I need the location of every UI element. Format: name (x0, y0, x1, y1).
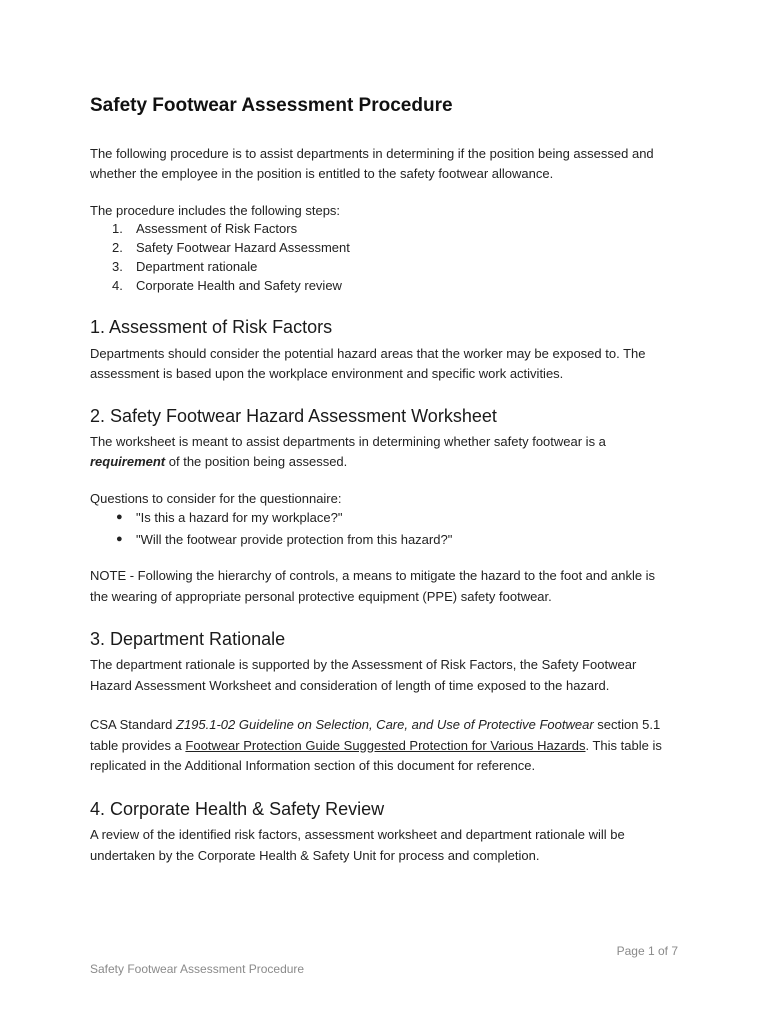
list-item: ● "Will the footwear provide protection from this hazard?" (90, 529, 590, 551)
section4-body: A review of the identified risk factors, assessment worksheet and department rationale will be undertaken by the Corporate Health & Safety Unit for process and completion. (90, 827, 625, 863)
footer-title: Safety Footwear Assessment Procedure (90, 962, 305, 976)
page-title: Safety Footwear Assessment Procedure (90, 95, 453, 116)
note-paragraph: NOTE - Following the hierarchy of controls, a means to mitigate the hazard to the foot and ankle is the wearing of appropriate personal protective equipment (PPE) safety footwear. (90, 568, 656, 604)
section1-body: Departments should consider the potential hazard areas that the worker may be exposed to. The assessment is based upon the workplace environment and specific work activities. (90, 346, 646, 381)
section2-heading: 2. Safety Footwear Hazard Assessment Worksheet (90, 406, 497, 426)
intro-paragraph: The following procedure is to assist departments in determining if the position being assessed and whether the employee in the position is entitled to the safety footwear allowance. (90, 146, 654, 181)
list-item-label: Assessment of Risk Factors (136, 221, 298, 236)
bullet-icon: ● (116, 511, 123, 523)
list-number: 2. (112, 240, 123, 255)
section4-heading: 4. Corporate Health & Safety Review (90, 799, 385, 819)
steps-list (90, 219, 590, 295)
list-number: 4. (112, 278, 123, 293)
steps-intro: The procedure includes the following steps: (90, 203, 341, 218)
list-item-label: Department rationale (136, 259, 258, 274)
standard-title: Z195.1-02 Guideline on Selection, Care, and Use of Protective Footwear (176, 717, 594, 732)
questions-intro: Questions to consider for the questionnaire: (90, 491, 342, 506)
list-item-label: Corporate Health and Safety review (136, 278, 342, 293)
list-number: 3. (112, 259, 123, 274)
section1-heading: 1. Assessment of Risk Factors (90, 317, 333, 337)
section3-body: The department rationale is supported by the Assessment of Risk Factors, the Safety Footwear Hazard Assessment Worksheet and consideration of length of time exposed to the hazard. (90, 657, 637, 693)
list-item (90, 276, 590, 295)
list-item: ● "Is this a hazard for my workplace?" (90, 507, 590, 529)
page-number: Page 1 of 7 (616, 944, 678, 958)
list-number: 1. (112, 221, 123, 236)
list-item-label: Safety Footwear Hazard Assessment (136, 240, 350, 255)
guide-link[interactable]: Footwear Protection Guide Suggested Protection for Various Hazards (185, 737, 586, 753)
questions-list (90, 507, 590, 550)
list-item (90, 257, 590, 276)
section2-body: The worksheet is meant to assist departments in determining whether safety footwear is a requirement of the position being assessed. (90, 434, 606, 469)
csa-paragraph: CSA Standard Z195.1-02 Guideline on Selection, Care, and Use of Protective Footwear section 5.1 table provides a Footwear Protection Guide Suggested Protection for Various Hazards. This table is replicated in the Additional Information section of this document for reference. (90, 717, 662, 773)
section3-heading: 3. Department Rationale (90, 629, 286, 649)
list-item (90, 219, 590, 238)
emphasis-requirement: requirement (90, 453, 166, 469)
bullet-icon: ● (116, 532, 123, 545)
list-item (90, 238, 590, 257)
